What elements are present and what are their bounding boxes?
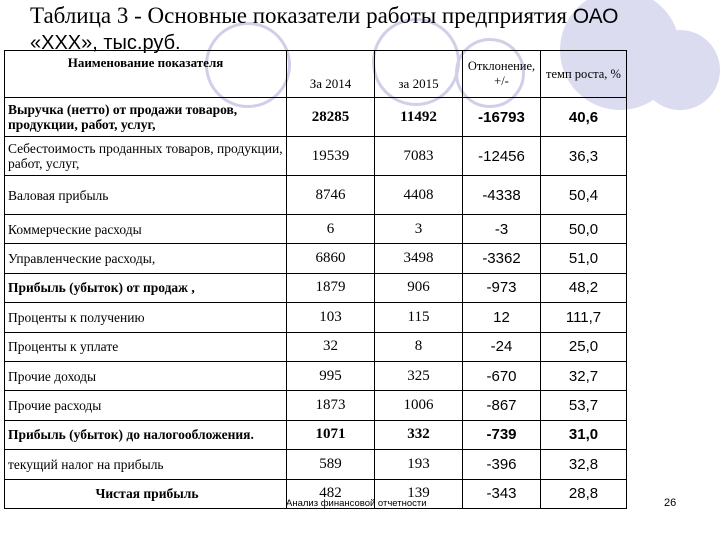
- row-rate: 111,7: [541, 303, 627, 332]
- table-row: [5, 420, 627, 449]
- row-name: Прочие расходы: [5, 391, 287, 420]
- indicators-table: [4, 50, 627, 509]
- table-row: [5, 332, 627, 361]
- title-tail: ОАО: [572, 5, 619, 28]
- row-deviation: -973: [463, 273, 541, 302]
- table-row: [5, 98, 627, 137]
- row-name: Проценты к получению: [5, 303, 287, 332]
- table-row: [5, 450, 627, 479]
- row-deviation: -670: [463, 361, 541, 390]
- row-2015: 4408: [375, 176, 463, 215]
- footer-caption: Анализ финансовой отчетности: [286, 498, 427, 509]
- row-rate: 32,8: [541, 450, 627, 479]
- row-rate: 25,0: [541, 332, 627, 361]
- row-name: Коммерческие расходы: [5, 215, 287, 244]
- header-deviation: Отклонение, +/-: [463, 51, 541, 98]
- row-2014: 6: [287, 215, 375, 244]
- row-2014: 6860: [287, 244, 375, 273]
- row-2014: 28285: [287, 98, 375, 137]
- row-2014: 995: [287, 361, 375, 390]
- row-name: Прибыль (убыток) до налогообложения.: [5, 420, 287, 449]
- row-deviation: -3: [463, 215, 541, 244]
- row-name: Себестоимость проданных товаров, продукции, работ, услуг,: [5, 137, 287, 176]
- row-name: Прочие доходы: [5, 361, 287, 390]
- row-rate: 40,6: [541, 98, 627, 137]
- row-2014: 482: [287, 479, 375, 508]
- row-2015: 3498: [375, 244, 463, 273]
- table-header-row: [5, 51, 627, 98]
- header-name: Наименование показателя: [5, 51, 287, 98]
- table-row: [5, 244, 627, 273]
- row-rate: 28,8: [541, 479, 627, 508]
- row-name: Чистая прибыль: [5, 479, 287, 508]
- row-rate: 53,7: [541, 391, 627, 420]
- row-deviation: -739: [463, 420, 541, 449]
- row-name: текущий налог на прибыль: [5, 450, 287, 479]
- row-deviation: -12456: [463, 137, 541, 176]
- row-rate: 50,0: [541, 215, 627, 244]
- row-name: Прибыль (убыток) от продаж ,: [5, 273, 287, 302]
- row-2014: 1873: [287, 391, 375, 420]
- row-2015: 3: [375, 215, 463, 244]
- row-2014: 19539: [287, 137, 375, 176]
- page-number: 26: [664, 497, 677, 509]
- row-2014: 1879: [287, 273, 375, 302]
- row-2015: 193: [375, 450, 463, 479]
- row-2015: 332: [375, 420, 463, 449]
- title-main: Таблица 3 - Основные показатели работы предприятия: [30, 3, 573, 28]
- row-deviation: -16793: [463, 98, 541, 137]
- row-2014: 589: [287, 450, 375, 479]
- table-row: [5, 176, 627, 215]
- table-row: [5, 391, 627, 420]
- row-2014: 1071: [287, 420, 375, 449]
- row-2015: 325: [375, 361, 463, 390]
- table-row: [5, 215, 627, 244]
- table-row: [5, 273, 627, 302]
- header-2014: За 2014: [287, 51, 375, 98]
- row-name: Проценты к уплате: [5, 332, 287, 361]
- row-2015: 1006: [375, 391, 463, 420]
- row-rate: 48,2: [541, 273, 627, 302]
- title-line2: «ХХХ», тыс.руб.: [30, 32, 181, 54]
- row-rate: 51,0: [541, 244, 627, 273]
- slide-title: [30, 2, 670, 57]
- row-2015: 906: [375, 273, 463, 302]
- row-deviation: -343: [463, 479, 541, 508]
- row-rate: 32,7: [541, 361, 627, 390]
- row-rate: 36,3: [541, 137, 627, 176]
- row-deviation: -4338: [463, 176, 541, 215]
- row-2015: 11492: [375, 98, 463, 137]
- row-deviation: -3362: [463, 244, 541, 273]
- row-rate: 50,4: [541, 176, 627, 215]
- row-name: Управленческие расходы,: [5, 244, 287, 273]
- table-row: [5, 137, 627, 176]
- table-row: [5, 361, 627, 390]
- table-row: [5, 303, 627, 332]
- row-deviation: -867: [463, 391, 541, 420]
- row-deviation: -396: [463, 450, 541, 479]
- row-deviation: 12: [463, 303, 541, 332]
- row-rate: 31,0: [541, 420, 627, 449]
- header-2015: за 2015: [375, 51, 463, 98]
- row-2015: 8: [375, 332, 463, 361]
- row-2015: 7083: [375, 137, 463, 176]
- row-name: Валовая прибыль: [5, 176, 287, 215]
- row-2014: 103: [287, 303, 375, 332]
- row-2014: 32: [287, 332, 375, 361]
- row-2014: 8746: [287, 176, 375, 215]
- header-rate: темп роста, %: [541, 51, 627, 98]
- row-2015: 139: [375, 479, 463, 508]
- row-deviation: -24: [463, 332, 541, 361]
- row-2015: 115: [375, 303, 463, 332]
- row-name: Выручка (нетто) от продажи товаров, продукции, работ, услуг,: [5, 98, 287, 137]
